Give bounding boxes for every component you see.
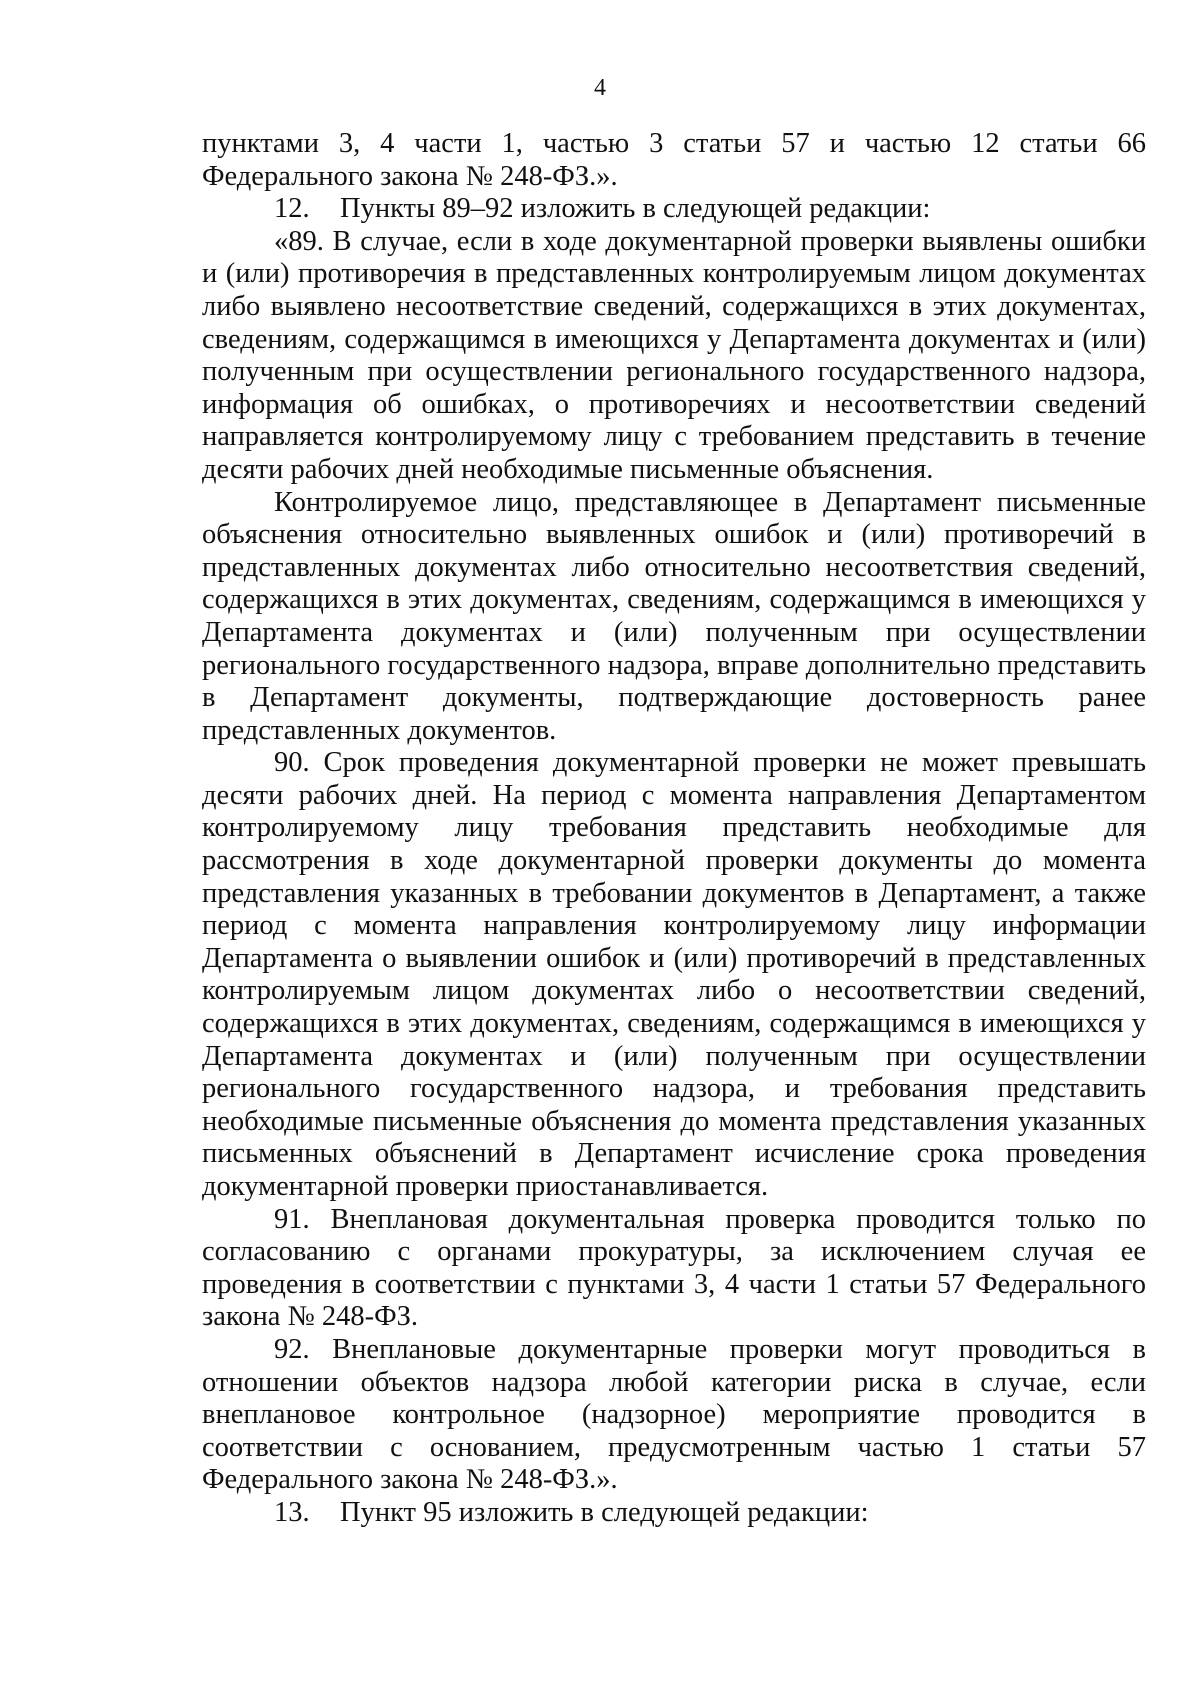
paragraph-item-12 [202, 193, 1146, 226]
paragraph-controlled-person: Контролируемое лицо, представляющее в Департамент письменные объяснения относительно выявленных ошибок и (или) противоречий в представленных документах либо относительно несоответствия сведений, содержащихся в этих документах, сведениям, содержащимся в имеющихся у Департамента документах и (или) полученным при осуществлении регионального государственного надзора, вправе дополнительно представить в Департамент документы, подтверждающие достоверность ранее представленных документов. [202, 486, 1146, 746]
item-number: 12. [274, 193, 310, 225]
paragraph-92: 92. Внеплановые документарные проверки могут проводиться в отношении объектов надзора любой категории риска в случае, если внеплановое контрольное (надзорное) мероприятие проводится в соответствии с основанием, предусмотренным частью 1 статьи 57 Федерального закона № 248-ФЗ.». [202, 1333, 1146, 1496]
paragraph-item-13 [202, 1497, 1146, 1530]
paragraph-89: «89. В случае, если в ходе документарной проверки выявлены ошибки и (или) противоречия в представленных контролируемым лицом документах либо выявлено несоответствие сведений, содержащихся в этих документах, сведениям, содержащимся в имеющихся у Департамента документах и (или) полученным при осуществлении регионального государственного надзора, информация об ошибках, о противоречиях и несоответствии сведений направляется контролируемому лицу с требованием представить в течение десяти рабочих дней необходимые письменные объяснения. [202, 225, 1146, 485]
document-body [202, 128, 1146, 1530]
item-number: 13. [274, 1496, 310, 1528]
item-text: Пункты 89–92 изложить в следующей редакции: [340, 193, 931, 225]
paragraph-continuation: пунктами 3, 4 части 1, частью 3 статьи 57 и частью 12 статьи 66 Федерального закона № 248-ФЗ.». [202, 128, 1146, 192]
paragraph-91: 91. Внеплановая документальная проверка проводится только по согласованию с органами прокуратуры, за исключением случая ее проведения в соответствии с пунктами 3, 4 части 1 статьи 57 Федерального закона № 248-ФЗ. [202, 1203, 1146, 1333]
page-number: 4 [594, 75, 606, 101]
paragraph-90: 90. Срок проведения документарной проверки не может превышать десяти рабочих дней. На период с момента направления Департаментом контролируемому лицу требования представить необходимые для рассмотрения в ходе документарной проверки документы до момента представления указанных в требовании документов в Департамент, а также период с момента направления контролируемому лицу информации Департамента о выявлении ошибок и (или) противоречий в представленных контролируемым лицом документах либо о несоответствии сведений, содержащихся в этих документах, сведениям, содержащимся в имеющихся у Департамента документах и (или) полученным при осуществлении регионального государственного надзора, и требования представить необходимые письменные объяснения до момента представления указанных письменных объяснений в Департамент исчисление срока проведения документарной проверки приостанавливается. [202, 747, 1146, 1202]
item-text: Пункт 95 изложить в следующей редакции: [340, 1496, 869, 1528]
